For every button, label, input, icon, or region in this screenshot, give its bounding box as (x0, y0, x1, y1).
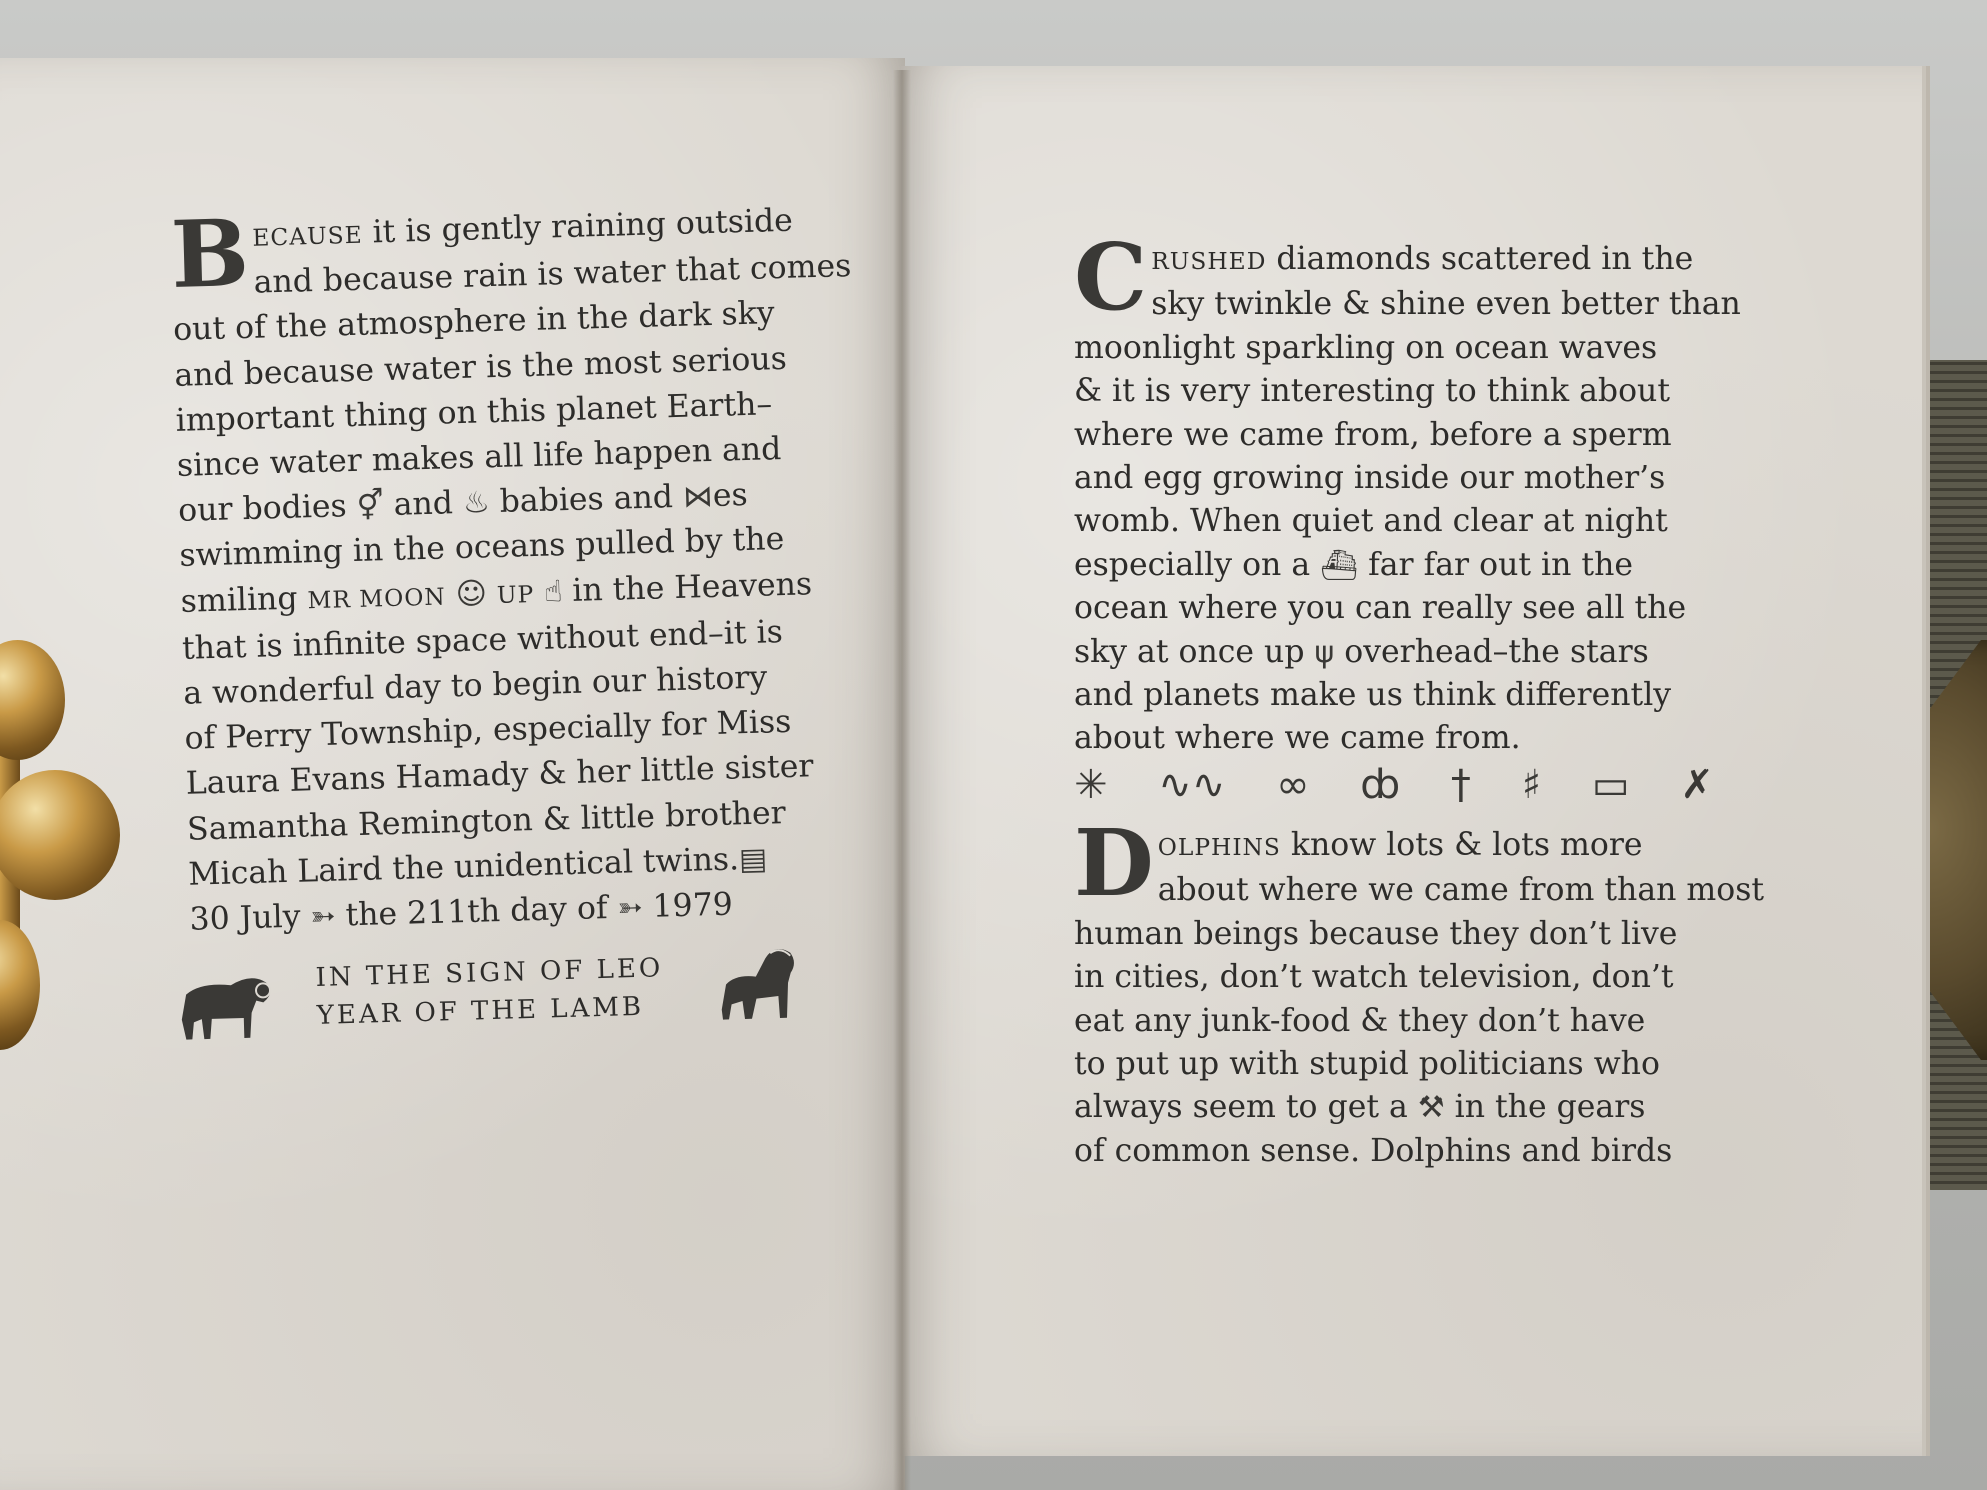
line-text: 30 July (189, 898, 312, 938)
pram-icon: ♨ (462, 485, 491, 522)
text-line: and egg growing inside our mother’s (1074, 460, 1666, 497)
pointing-hand-icon: ☝ (543, 573, 563, 610)
book-gutter (893, 70, 911, 1490)
paragraph-crushed (1074, 223, 1741, 761)
ornament-row (1074, 762, 1714, 808)
text-line (1074, 544, 1714, 587)
zodiac-text (315, 949, 665, 1035)
line-text: Micah Laird the unidentical twins. (187, 841, 740, 893)
line-text: especially on a (1074, 546, 1321, 583)
line-text: our bodies (177, 488, 358, 530)
text-line: and because rain is water that comes (253, 248, 852, 301)
line-text: in the gears (1444, 1089, 1646, 1126)
line-text: diamonds scattered in the (1266, 241, 1694, 277)
text-line: a wonderful day to begin our history (182, 659, 768, 712)
arrow-icon: ➳ (310, 898, 337, 935)
text-line: out of the atmosphere in the dark sky (172, 295, 775, 349)
line-text: overhead–the stars (1334, 633, 1649, 670)
line-text: 1979 (642, 886, 734, 926)
paragraph-dolphins (1074, 809, 1765, 1173)
ram-icon (170, 962, 282, 1045)
wave-icon: ∿∿ (1158, 762, 1226, 808)
small-caps: RUSHED (1151, 248, 1267, 275)
text-line: sky twinkle & shine even better than (1151, 286, 1741, 323)
infinity-icon: ∞ (1276, 762, 1310, 808)
text-line: since water makes all life happen and (176, 431, 782, 484)
dropcap: C (1074, 223, 1148, 331)
text-line: to put up with stupid politicians who (1074, 1046, 1660, 1083)
wrench-icon: ⚒ (1417, 1090, 1445, 1126)
small-caps: OLPHINS (1157, 834, 1281, 861)
text-line: ocean where you can really see all the (1074, 590, 1687, 627)
fish-icon: ⋈ (682, 479, 714, 515)
text-line: Laura Evans Hamady & her little sister (185, 748, 814, 803)
text-line (1074, 631, 1714, 674)
people-icon: ⚥ (356, 488, 385, 525)
text-line: Samantha Remington & little brother (186, 794, 787, 848)
line-text: sky at once up (1074, 633, 1315, 670)
line-text: and (383, 485, 464, 524)
text-line (1074, 238, 1714, 283)
dropcap: D (1074, 809, 1154, 917)
asterisk-icon: ✳ (1074, 762, 1108, 808)
zodiac-colophon (170, 937, 812, 1045)
text-line: where we came from, before a sperm (1074, 416, 1672, 453)
line-text: it is gently raining outside (362, 202, 794, 251)
small-caps: ECAUSE (252, 221, 364, 252)
line-text: the 211th day of (335, 889, 619, 934)
text-line: that is infinite space without end–it is (181, 613, 784, 667)
line-text: far far out in the (1358, 546, 1634, 583)
line-text: in the Heavens (561, 565, 813, 609)
line-text: know lots & lots more (1280, 827, 1643, 863)
double-cross-icon: ♯ (1521, 762, 1542, 808)
small-caps: MR MOON (307, 583, 447, 614)
text-line (1074, 824, 1714, 869)
left-page-text (169, 198, 852, 943)
text-line: & it is very interesting to think about (1074, 373, 1670, 410)
rectangle-icon: ▭ (1591, 762, 1630, 808)
text-line: eat any junk-food & they don’t have (1074, 1002, 1646, 1039)
text-line: womb. When quiet and clear at night (1074, 503, 1668, 540)
line-text: babies and (489, 479, 684, 521)
text-line: and because water is the most serious (173, 340, 788, 394)
line-text: always seem to get a (1074, 1089, 1418, 1126)
phi-icon: ȸ (1360, 762, 1401, 808)
dropcap: B (169, 198, 251, 309)
television-icon: ▤ (738, 841, 768, 878)
small-caps: UP (496, 580, 535, 609)
ship-icon: ⛴ (1320, 547, 1359, 583)
dagger-icon: † (1450, 762, 1471, 808)
text-line: about where we came from. (1074, 720, 1521, 757)
text-line: in cities, don’t watch television, don’t (1074, 959, 1674, 996)
moon-face-icon: ☺ (455, 575, 488, 612)
zodiac-line: IN THE SIGN OF LEO (315, 953, 664, 993)
text-line (1074, 1086, 1714, 1129)
arrow-icon: ➳ (617, 890, 644, 926)
text-line: of Perry Township, especially for Miss (184, 704, 792, 758)
right-page-text-2 (1074, 809, 1765, 1173)
text-line: moonlight sparkling on ocean waves (1074, 329, 1658, 366)
up-arrows-icon: ψ (1314, 634, 1335, 670)
text-line: about where we came from than most (1157, 872, 1765, 909)
text-line: important thing on this planet Earth– (175, 386, 773, 439)
cross-icon: ✗ (1680, 762, 1714, 808)
line-text: smiling (180, 579, 308, 620)
text-line: human beings because they don’t live (1074, 915, 1678, 952)
text-line: swimming in the oceans pulled by the (179, 521, 785, 575)
text-line: and planets make us think differently (1074, 677, 1672, 714)
text-line: of common sense. Dolphins and birds (1074, 1132, 1673, 1169)
lion-icon (715, 937, 802, 1024)
line-text: es (712, 477, 749, 515)
zodiac-line: YEAR OF THE LAMB (316, 991, 645, 1031)
right-page-text (1074, 223, 1741, 761)
